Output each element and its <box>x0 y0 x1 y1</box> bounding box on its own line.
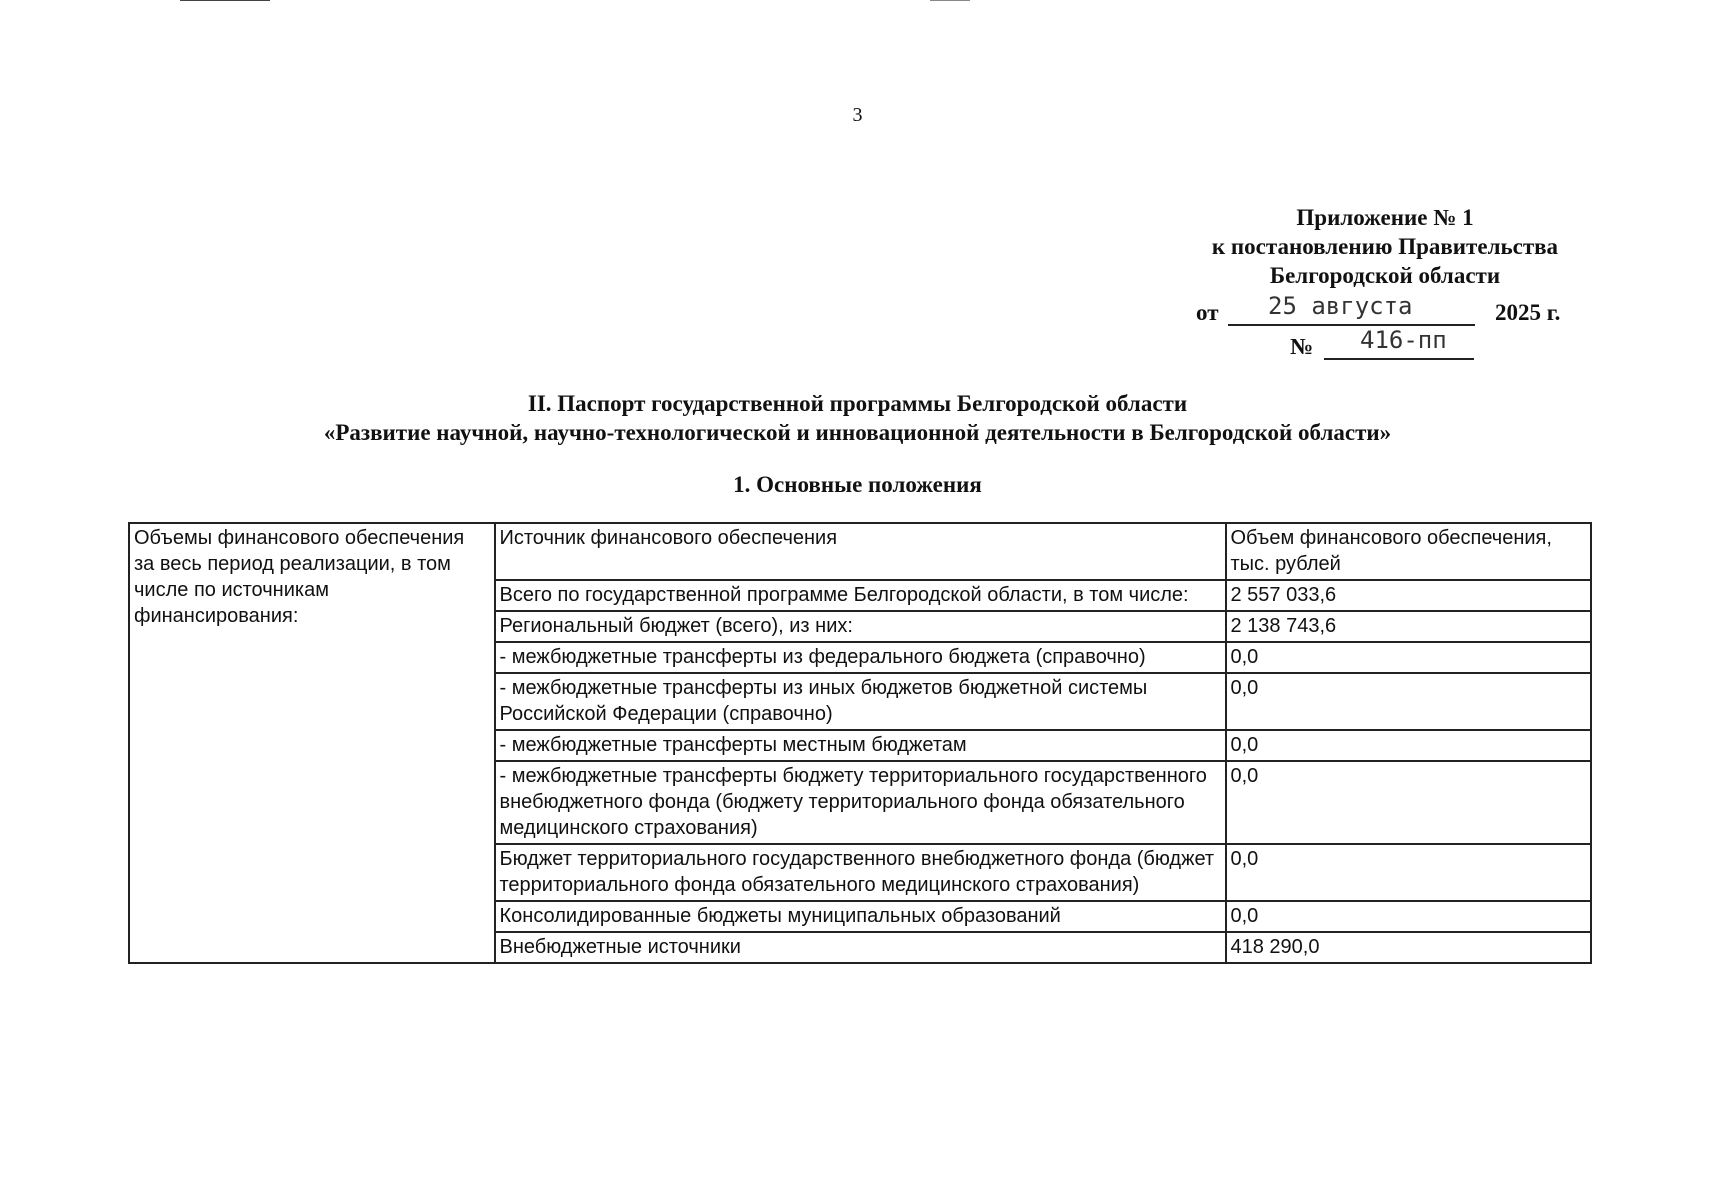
financing-table <box>128 522 1592 964</box>
number-value: 416-пп <box>1360 326 1447 354</box>
table-cell-source: Бюджет территориального государственного внебюджетного фонда (бюджет территориального фонда обязательного медицинского страхования) <box>495 844 1226 901</box>
number-prefix: № <box>1290 334 1314 359</box>
passport-title <box>0 389 1715 447</box>
table-cell-source: Региональный бюджет (всего), из них: <box>495 611 1226 642</box>
appendix-block <box>1160 203 1610 360</box>
date-prefix: от <box>1196 300 1219 325</box>
table-cell-value: 0,0 <box>1226 901 1592 932</box>
table-cell-source: - межбюджетные трансферты бюджету территориального государственного внебюджетного фонда (бюджету территориального фонда обязательного медицинского страхования) <box>495 761 1226 844</box>
table-cell-value: 0,0 <box>1226 730 1592 761</box>
table-left-label: Объемы финансового обеспечения за весь период реализации, в том числе по источникам финансирования: <box>129 523 495 963</box>
table-cell-value: 2 138 743,6 <box>1226 611 1592 642</box>
table-header-row <box>129 523 1591 580</box>
table-cell-value: 418 290,0 <box>1226 932 1592 963</box>
date-value: 25 августа <box>1268 292 1413 320</box>
passport-title-line: II. Паспорт государственной программы Белгородской области <box>527 391 1188 416</box>
table-cell-source: Консолидированные бюджеты муниципальных образований <box>495 901 1226 932</box>
table-cell-value: 0,0 <box>1226 673 1592 730</box>
table-cell-source: - межбюджетные трансферты местным бюджетам <box>495 730 1226 761</box>
table-cell-source: - межбюджетные трансферты из иных бюджетов бюджетной системы Российской Федерации (справочно) <box>495 673 1226 730</box>
scan-artifact <box>180 0 270 1</box>
table-cell-value: 0,0 <box>1226 844 1592 901</box>
date-field <box>1228 292 1475 326</box>
scan-artifact <box>930 0 970 1</box>
appendix-number-line <box>1160 326 1610 360</box>
appendix-line: к постановлению Правительства <box>1211 234 1559 259</box>
passport-title-line: «Развитие научной, научно-технологической и инновационной деятельности в Белгородской области» <box>323 420 1392 445</box>
appendix-date-line <box>1160 292 1610 326</box>
appendix-line: Белгородской области <box>1269 263 1501 288</box>
number-field <box>1324 326 1474 360</box>
table-cell-source: Внебюджетные источники <box>495 932 1226 963</box>
appendix-title: Приложение № 1 <box>1296 205 1474 230</box>
section-title: 1. Основные положения <box>733 472 982 497</box>
table-cell-source: Всего по государственной программе Белгородской области, в том числе: <box>495 580 1226 611</box>
table-cell-value: 0,0 <box>1226 761 1592 844</box>
table-cell-source: - межбюджетные трансферты из федерального бюджета (справочно) <box>495 642 1226 673</box>
year-label: 2025 г. <box>1495 300 1561 325</box>
page-number: 3 <box>852 104 863 126</box>
table-header-source: Источник финансового обеспечения <box>495 523 1226 580</box>
table-cell-value: 2 557 033,6 <box>1226 580 1592 611</box>
table-header-volume: Объем финансового обеспечения, тыс. рублей <box>1226 523 1592 580</box>
table-cell-value: 0,0 <box>1226 642 1592 673</box>
